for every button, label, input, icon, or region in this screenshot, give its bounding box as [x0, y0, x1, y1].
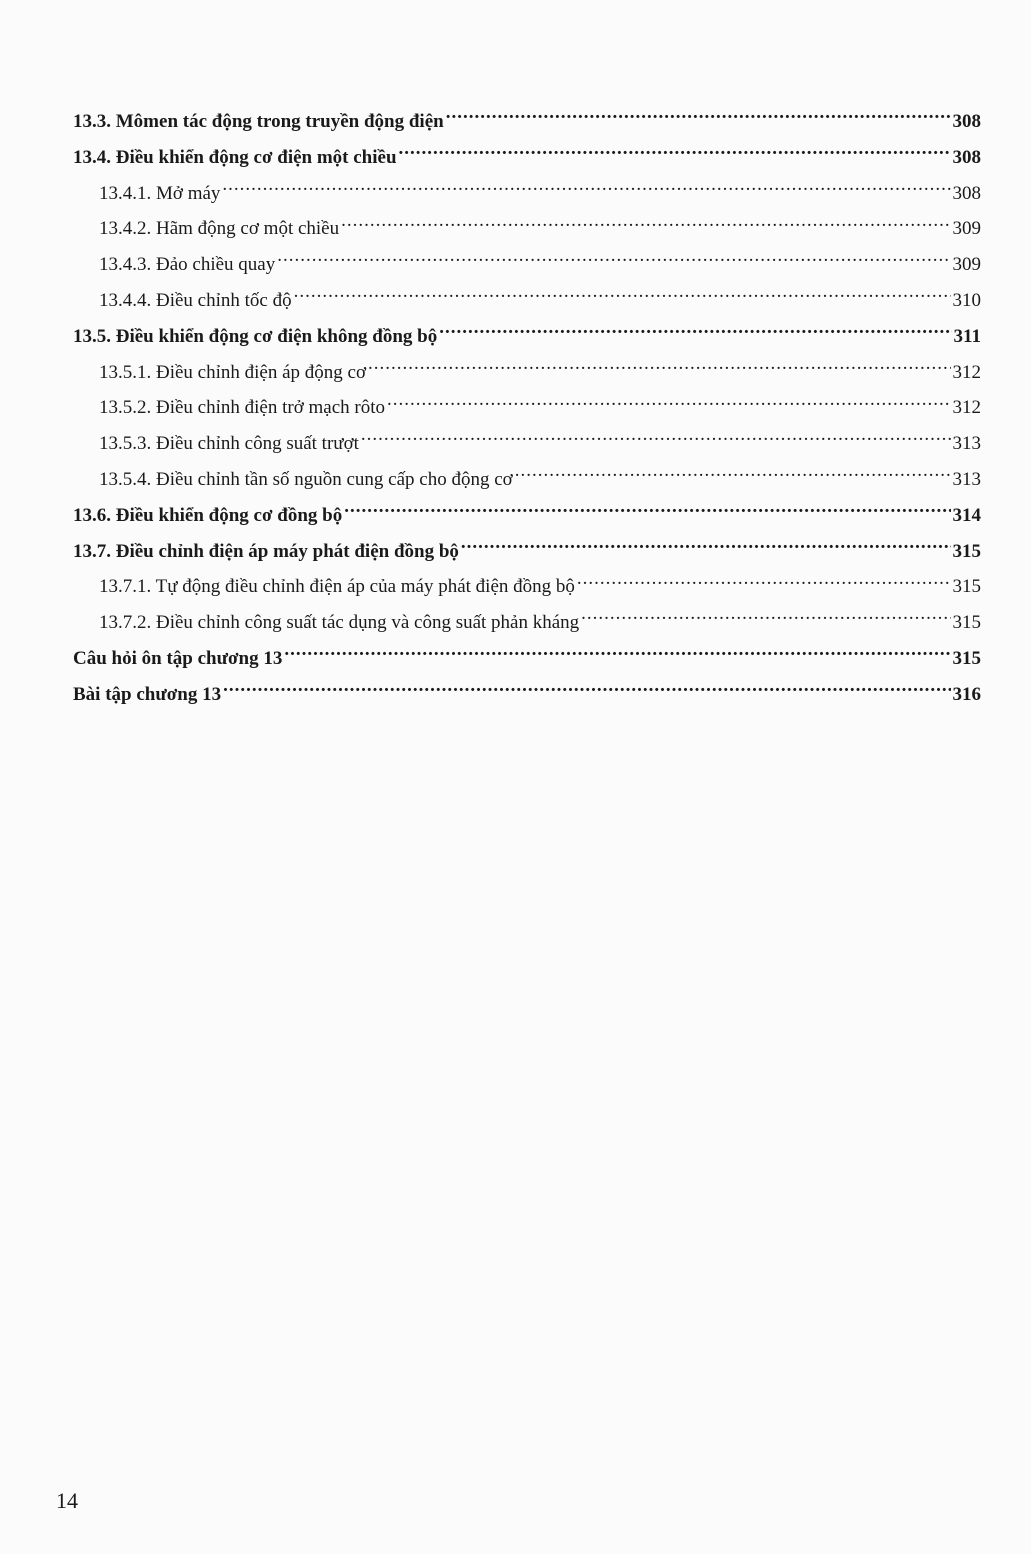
toc-entry[interactable] [73, 390, 981, 426]
toc-entry-page: 312 [952, 361, 981, 383]
toc-entry-title: 13.7.1. Tự động điều chỉnh điện áp của máy phát điện đồng bộ [99, 576, 575, 598]
toc-leader-dots [446, 109, 951, 127]
toc-leader-dots [341, 216, 950, 234]
toc-entry[interactable] [73, 104, 981, 140]
toc-entry[interactable] [73, 534, 981, 570]
toc-entry-page: 312 [952, 397, 981, 419]
toc-leader-dots [344, 503, 950, 521]
toc-entry-page: 315 [952, 612, 981, 634]
toc-leader-dots [361, 431, 951, 449]
toc-entry[interactable] [73, 355, 981, 391]
toc-entry[interactable] [73, 605, 981, 641]
toc-entry-title: 13.3. Mômen tác động trong truyền động điện [73, 111, 444, 132]
toc-entry[interactable] [73, 319, 981, 355]
toc-entry[interactable] [73, 677, 981, 713]
toc-entry-page: 310 [952, 289, 981, 311]
toc-entry[interactable] [73, 283, 981, 319]
toc-entry[interactable] [73, 462, 981, 498]
toc-entry-title: 13.4.1. Mở máy [99, 182, 221, 204]
toc-entry-page: 308 [952, 182, 981, 204]
toc-entry-title: Câu hỏi ôn tập chương 13 [73, 647, 283, 669]
toc-entry-page: 313 [952, 468, 981, 490]
toc-leader-dots [368, 360, 950, 378]
toc-entry-page: 316 [952, 683, 981, 705]
toc-leader-dots [294, 288, 951, 306]
toc-entry-page: 309 [952, 254, 981, 276]
toc-leader-dots [223, 682, 950, 700]
toc-leader-dots [399, 145, 951, 163]
toc-leader-dots [515, 467, 951, 485]
toc-entry-title: 13.7. Điều chỉnh điện áp máy phát điện đồng bộ [73, 540, 459, 562]
toc-entry[interactable] [73, 140, 981, 176]
toc-entry[interactable] [73, 641, 981, 677]
table-of-contents [73, 104, 981, 713]
toc-entry[interactable] [73, 569, 981, 605]
toc-entry-title: 13.5.1. Điều chỉnh điện áp động cơ [99, 361, 367, 383]
toc-entry-page: 315 [952, 647, 981, 669]
toc-entry-page: 311 [953, 325, 981, 347]
toc-entry-title: 13.4.2. Hãm động cơ một chiều [99, 218, 340, 240]
toc-entry-page: 308 [952, 111, 981, 132]
toc-leader-dots [284, 646, 950, 664]
toc-entry-page: 314 [952, 504, 981, 526]
toc-leader-dots [581, 610, 950, 628]
page-number: 14 [56, 1488, 78, 1513]
toc-entry-title: Bài tập chương 13 [73, 683, 222, 705]
toc-leader-dots [277, 252, 950, 270]
toc-entry-page: 309 [952, 218, 981, 240]
toc-entry-title: 13.4.3. Đảo chiều quay [99, 254, 276, 276]
toc-entry-title: 13.4.4. Điều chỉnh tốc độ [99, 289, 292, 311]
toc-entry-title: 13.5.3. Điều chỉnh công suất trượt [99, 433, 359, 455]
toc-leader-dots [461, 539, 951, 557]
toc-entry-title: 13.7.2. Điều chỉnh công suất tác dụng và công suất phản kháng [99, 612, 580, 634]
toc-entry-title: 13.5.2. Điều chỉnh điện trở mạch rôto [99, 397, 386, 419]
toc-entry[interactable] [73, 211, 981, 247]
toc-entry-page: 315 [952, 540, 981, 562]
toc-entry-title: 13.6. Điều khiển động cơ đồng bộ [73, 504, 343, 526]
toc-leader-dots [439, 324, 951, 342]
toc-entry-page: 315 [952, 576, 981, 598]
toc-entry-title: 13.5.4. Điều chỉnh tần số nguồn cung cấp cho động cơ [99, 468, 513, 490]
toc-entry-page: 313 [952, 433, 981, 455]
toc-leader-dots [577, 574, 951, 592]
toc-leader-dots [222, 181, 950, 199]
toc-entry-page: 308 [952, 146, 981, 168]
toc-entry[interactable] [73, 498, 981, 534]
toc-entry-title: 13.5. Điều khiển động cơ điện không đồng bộ [73, 325, 438, 347]
toc-leader-dots [387, 395, 950, 413]
toc-entry[interactable] [73, 176, 981, 212]
toc-entry-title: 13.4. Điều khiển động cơ điện một chiều [73, 146, 397, 168]
toc-entry[interactable] [73, 247, 981, 283]
toc-entry[interactable] [73, 426, 981, 462]
